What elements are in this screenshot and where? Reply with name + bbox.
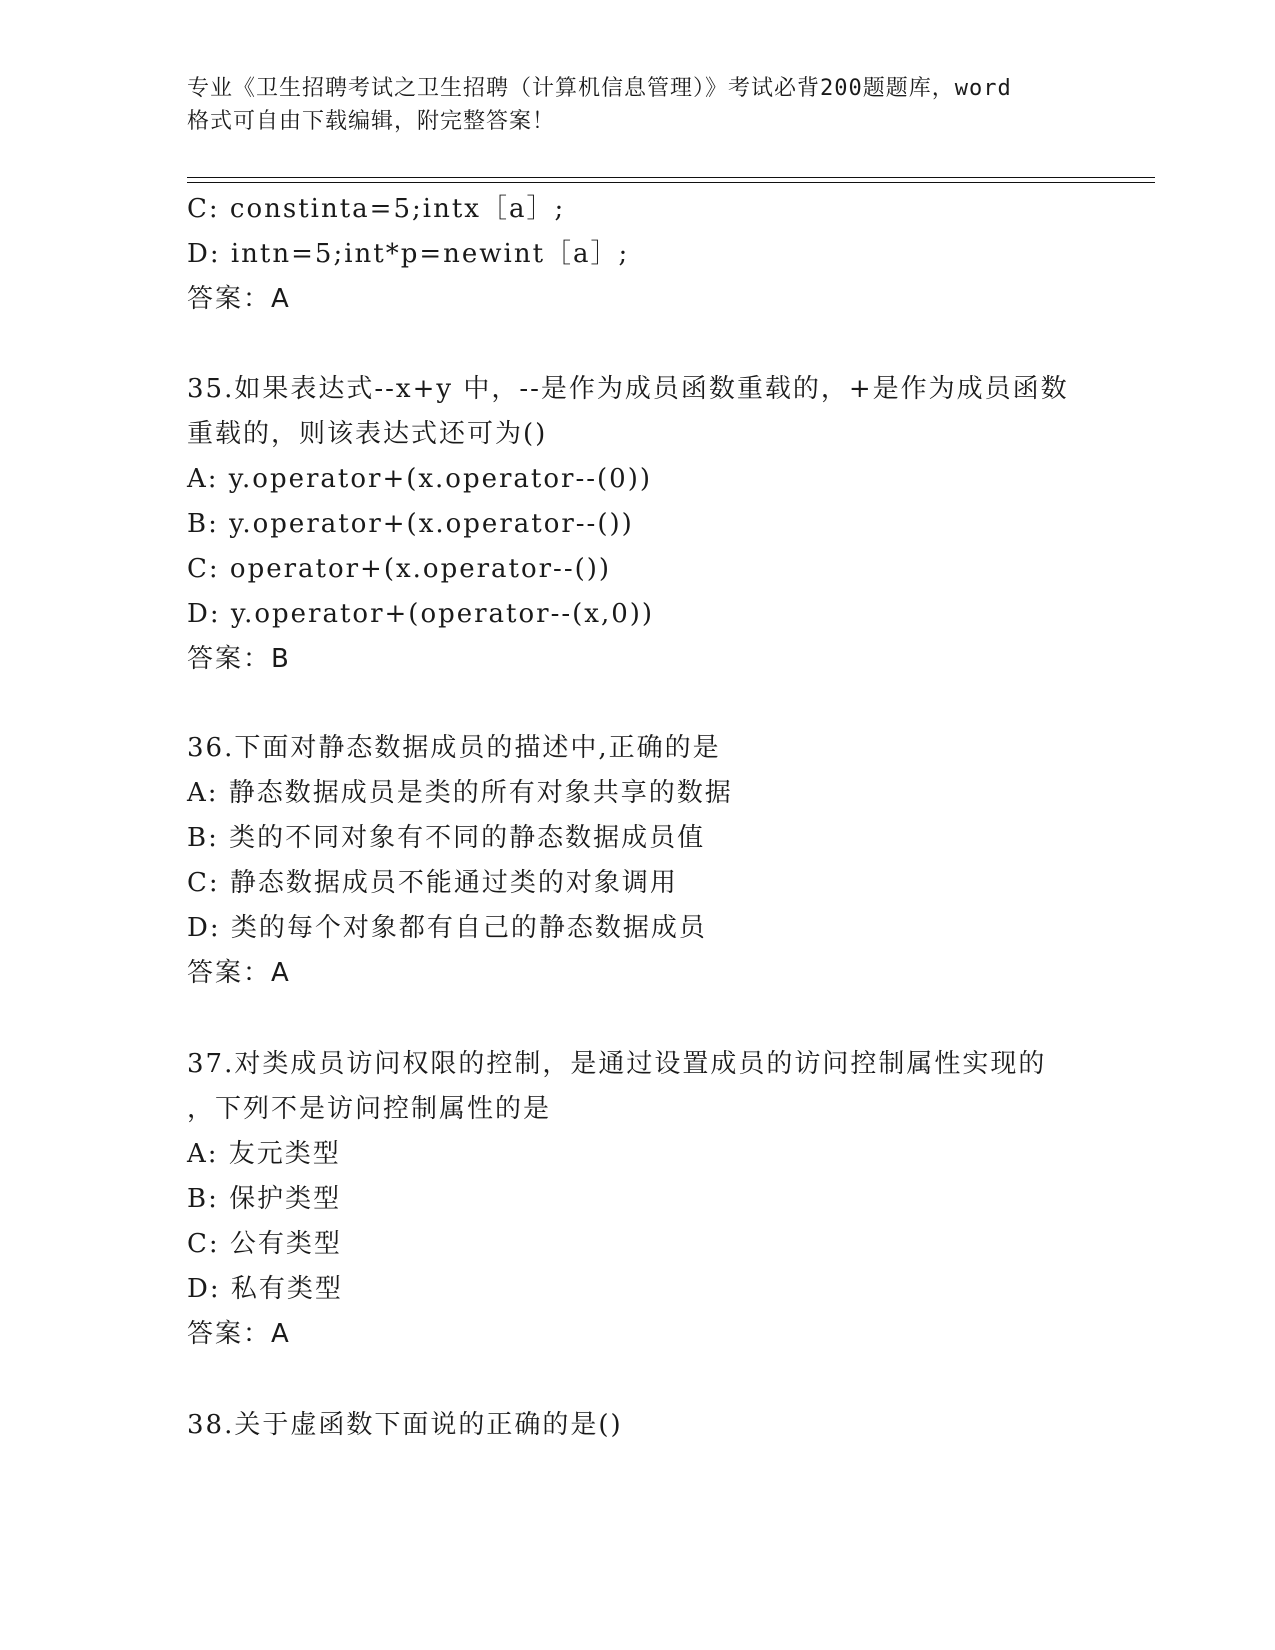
q35-option-d: D: y.operator+(operator--(x,0)) bbox=[187, 599, 655, 629]
q37-option-b: B: 保护类型 bbox=[187, 1184, 342, 1214]
q36-stem-line-1: 36.下面对静态数据成员的描述中,正确的是 bbox=[187, 733, 721, 763]
q35-option-c: C: operator+(x.operator--()) bbox=[187, 554, 612, 584]
q35-option-a: A: y.operator+(x.operator--(0)) bbox=[187, 464, 652, 494]
q35-option-b: B: y.operator+(x.operator--()) bbox=[187, 509, 634, 539]
q37-option-a: A: 友元类型 bbox=[187, 1139, 341, 1169]
q37-answer: 答案：A bbox=[187, 1319, 291, 1349]
header-divider-top bbox=[187, 177, 1155, 178]
q36-option-d: D: 类的每个对象都有自己的静态数据成员 bbox=[187, 913, 707, 943]
q35-answer: 答案：B bbox=[187, 644, 291, 674]
header-line-1: 专业《卫生招聘考试之卫生招聘（计算机信息管理）》考试必背200题题库，word bbox=[187, 76, 1012, 101]
q36-option-a: A: 静态数据成员是类的所有对象共享的数据 bbox=[187, 778, 733, 808]
document-header bbox=[187, 72, 1087, 138]
q37-stem-line-2: ，下列不是访问控制属性的是 bbox=[187, 1094, 552, 1124]
q36-option-c: C: 静态数据成员不能通过类的对象调用 bbox=[187, 868, 678, 898]
q34-option-d: D: intn=5;int*p=newint［a］; bbox=[187, 239, 630, 269]
q37-option-d: D: 私有类型 bbox=[187, 1274, 343, 1304]
header-divider-bottom bbox=[187, 182, 1155, 183]
header-line-2: 格式可自由下载编辑，附完整答案！ bbox=[187, 109, 556, 134]
q38-stem-line-1: 38.关于虚函数下面说的正确的是() bbox=[187, 1410, 623, 1440]
q34-option-c: C: constinta=5;intx［a］; bbox=[187, 194, 566, 224]
q36-option-b: B: 类的不同对象有不同的静态数据成员值 bbox=[187, 823, 706, 853]
q35-stem-line-1: 35.如果表达式--x+y 中，--是作为成员函数重载的，+是作为成员函数 bbox=[187, 374, 1069, 404]
q37-option-c: C: 公有类型 bbox=[187, 1229, 342, 1259]
q36-answer: 答案：A bbox=[187, 958, 291, 988]
q37-stem-line-1: 37.对类成员访问权限的控制，是通过设置成员的访问控制属性实现的 bbox=[187, 1049, 1047, 1079]
q35-stem-line-2: 重载的，则该表达式还可为() bbox=[187, 419, 548, 449]
q34-answer: 答案：A bbox=[187, 284, 291, 314]
